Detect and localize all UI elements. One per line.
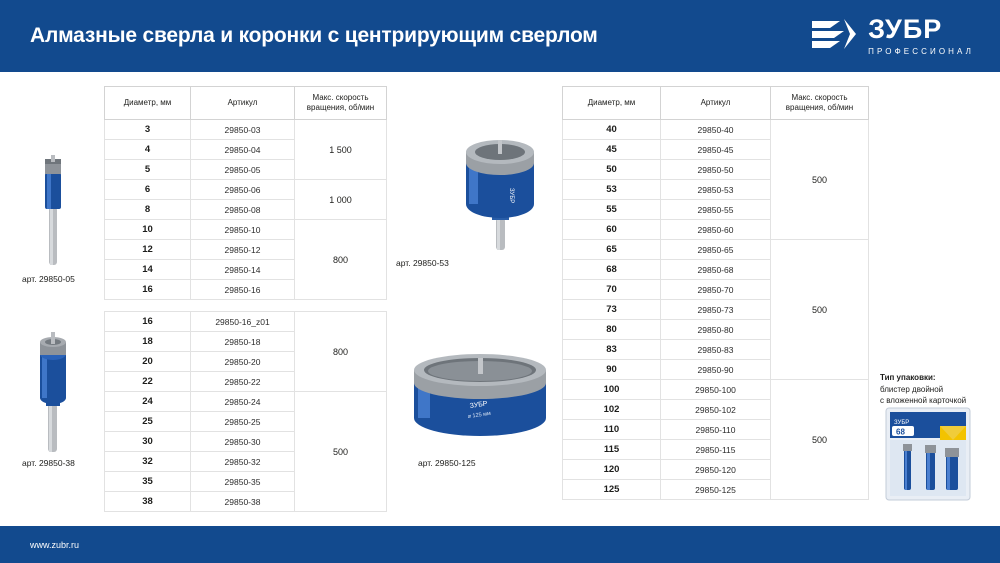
cell-article: 29850-10 [191,220,295,240]
col-speed: Макс. скорость вращения, об/мин [771,87,869,120]
col-article: Артикул [191,87,295,120]
spec-table-small-drills [104,86,387,300]
cell-diameter: 45 [563,140,661,160]
page-footer [0,526,1000,563]
caption-crown-29850-53: арт. 29850-53 [396,258,449,268]
cell-diameter: 35 [105,472,191,492]
cell-article: 29850-40 [661,120,771,140]
caption-crown-29850-125: арт. 29850-125 [418,458,476,468]
cell-diameter: 80 [563,320,661,340]
cell-diameter: 25 [105,412,191,432]
cell-article: 29850-30 [191,432,295,452]
cell-diameter: 100 [563,380,661,400]
table-row [105,120,387,140]
cell-article: 29850-05 [191,160,295,180]
cell-diameter: 120 [563,460,661,480]
cell-article: 29850-53 [661,180,771,200]
cell-diameter: 102 [563,400,661,420]
cell-diameter: 6 [105,180,191,200]
packaging-note-line2: блистер двойной [880,384,944,394]
cell-diameter: 40 [563,120,661,140]
cell-article: 29850-115 [661,440,771,460]
cell-article: 29850-12 [191,240,295,260]
cell-diameter: 18 [105,332,191,352]
cell-article: 29850-16 [191,280,295,300]
cell-diameter: 22 [105,372,191,392]
col-diameter: Диаметр, мм [105,87,191,120]
table3-body [563,120,869,500]
col-diameter: Диаметр, мм [563,87,661,120]
cell-article: 29850-32 [191,452,295,472]
col-speed: Макс. скорость вращения, об/мин [295,87,387,120]
cell-diameter: 30 [105,432,191,452]
cell-speed: 500 [771,240,869,380]
page-header [0,0,1000,72]
table-header-row [105,87,387,120]
cell-diameter: 32 [105,452,191,472]
cell-article: 29850-65 [661,240,771,260]
zubr-logo-icon [810,17,858,56]
cell-speed: 500 [771,120,869,240]
table-row [563,240,869,260]
cell-article: 29850-22 [191,372,295,392]
cell-diameter: 73 [563,300,661,320]
packaging-note-line3: с вложенной карточкой [880,396,967,406]
cell-diameter: 70 [563,280,661,300]
cell-diameter: 125 [563,480,661,500]
product-image-drill-29850-38 [32,330,74,452]
cell-article: 29850-55 [661,200,771,220]
cell-diameter: 50 [563,160,661,180]
table-row [105,392,387,412]
cell-diameter: 3 [105,120,191,140]
col-article: Артикул [661,87,771,120]
cell-article: 29850-14 [191,260,295,280]
table2-body [105,312,387,512]
cell-article: 29850-38 [191,492,295,512]
cell-article: 29850-20 [191,352,295,372]
table-row [105,220,387,240]
svg-text:ЗУБР: ЗУБР [894,420,910,426]
cell-article: 29850-83 [661,340,771,360]
brand-tagline: ПРОФЕССИОНАЛ [868,47,974,56]
svg-text:⌀ 125 мм: ⌀ 125 мм [467,410,492,420]
cell-article: 29850-73 [661,300,771,320]
cell-diameter: 60 [563,220,661,240]
cell-speed: 800 [295,220,387,300]
cell-speed: 500 [771,380,869,500]
brand-name: ЗУБР [868,14,943,44]
cell-article: 29850-80 [661,320,771,340]
cell-speed: 500 [295,392,387,512]
cell-diameter: 24 [105,392,191,412]
cell-article: 29850-100 [661,380,771,400]
cell-diameter: 38 [105,492,191,512]
cell-diameter: 68 [563,260,661,280]
table-header-row [563,87,869,120]
caption-drill-29850-05: арт. 29850-05 [22,274,75,284]
table1-body [105,120,387,300]
cell-speed: 1 500 [295,120,387,180]
cell-article: 29850-25 [191,412,295,432]
svg-text:68: 68 [896,427,905,437]
cell-diameter: 5 [105,160,191,180]
cell-article: 29850-24 [191,392,295,412]
cell-article: 29850-06 [191,180,295,200]
footer-url[interactable]: www.zubr.ru [30,539,80,550]
cell-diameter: 16 [105,280,191,300]
spec-table-crowns [562,86,869,500]
cell-article: 29850-45 [661,140,771,160]
cell-diameter: 90 [563,360,661,380]
cell-article: 29850-68 [661,260,771,280]
cell-diameter: 55 [563,200,661,220]
packaging-note [880,372,966,407]
page-title: Алмазные сверла и коронки с центрирующим сверлом [30,24,598,47]
cell-article: 29850-125 [661,480,771,500]
cell-article: 29850-70 [661,280,771,300]
cell-diameter: 4 [105,140,191,160]
cell-diameter: 53 [563,180,661,200]
cell-diameter: 115 [563,440,661,460]
cell-speed: 800 [295,312,387,392]
product-image-crown-29850-125 [404,352,556,452]
cell-diameter: 16 [105,312,191,332]
product-image-drill-29850-05 [40,155,66,267]
packaging-image [882,406,974,502]
packaging-note-title: Тип упаковки: [880,373,936,382]
cell-article: 29850-50 [661,160,771,180]
spec-table-medium-drills [104,311,387,512]
cell-diameter: 110 [563,420,661,440]
caption-drill-29850-38: арт. 29850-38 [22,458,75,468]
cell-article: 29850-102 [661,400,771,420]
product-image-crown-29850-53 [452,140,548,252]
table-row [563,120,869,140]
cell-diameter: 8 [105,200,191,220]
cell-article: 29850-110 [661,420,771,440]
cell-article: 29850-04 [191,140,295,160]
cell-diameter: 83 [563,340,661,360]
table-row [105,180,387,200]
cell-article: 29850-120 [661,460,771,480]
cell-diameter: 65 [563,240,661,260]
cell-diameter: 14 [105,260,191,280]
cell-diameter: 20 [105,352,191,372]
cell-article: 29850-16_z01 [191,312,295,332]
cell-article: 29850-60 [661,220,771,240]
cell-article: 29850-18 [191,332,295,352]
cell-article: 29850-08 [191,200,295,220]
cell-diameter: 10 [105,220,191,240]
svg-text:ЗУБР: ЗУБР [508,188,514,204]
table-row [105,312,387,332]
brand-logo [810,16,1000,56]
cell-speed: 1 000 [295,180,387,220]
table-row [563,380,869,400]
cell-article: 29850-03 [191,120,295,140]
cell-article: 29850-90 [661,360,771,380]
cell-diameter: 12 [105,240,191,260]
cell-article: 29850-35 [191,472,295,492]
svg-text:ЗУБР: ЗУБР [469,400,488,410]
